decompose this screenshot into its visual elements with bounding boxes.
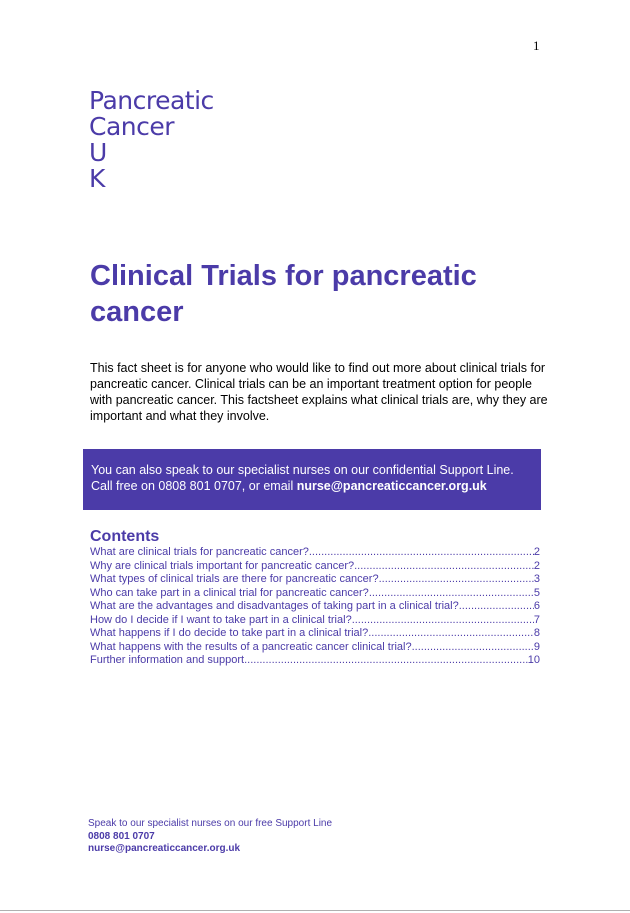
toc-entry[interactable] [90, 654, 540, 668]
logo-line: Cancer [89, 112, 175, 141]
toc-leader-dots [309, 546, 534, 560]
toc-entry-page: 8 [533, 627, 540, 639]
toc-entry-label: What happens with the results of a pancreatic cancer clinical trial? [90, 640, 412, 653]
toc-leader-dots [368, 627, 534, 641]
logo-line: Pancreatic [89, 86, 214, 115]
toc-entry-page: 2 [533, 559, 540, 572]
toc-entry-label: Who can take part in a clinical trial for pancreatic cancer? [90, 586, 369, 599]
toc-entry-page: 10 [527, 654, 540, 666]
contents-heading: Contents [90, 528, 160, 545]
toc-entry-page: 7 [533, 613, 540, 626]
toc-entry[interactable] [90, 560, 540, 574]
toc-entry-label: Why are clinical trials important for pancreatic cancer? [90, 559, 355, 572]
pancreatic-cancer-uk-logo [89, 88, 214, 192]
toc-entry-label: What are the advantages and disadvantages of taking part in a clinical trial? [90, 600, 459, 612]
table-of-contents [90, 546, 540, 668]
footer-email-link[interactable]: nurse@pancreaticcancer.org.uk [88, 843, 241, 854]
toc-leader-dots [459, 600, 534, 614]
callout-phone-text: Call free on 0808 801 0707, or email [91, 479, 297, 493]
page-bottom-divider [0, 910, 630, 911]
toc-entry-label: What types of clinical trials are there for pancreatic cancer? [90, 573, 379, 585]
footer-phone: 0808 801 0707 [88, 830, 155, 842]
toc-entry-label: How do I decide if I want to take part in a clinical trial? [90, 613, 352, 626]
toc-entry-label: Further information and support [90, 654, 245, 666]
callout-line: You can also speak to our specialist nurses on our confidential Support Line. [91, 463, 514, 477]
toc-leader-dots [354, 560, 534, 574]
toc-leader-dots [369, 587, 534, 601]
toc-entry[interactable] [90, 600, 540, 614]
toc-entry[interactable] [90, 614, 540, 628]
toc-entry-label: What are clinical trials for pancreatic cancer? [90, 546, 309, 558]
document-title: Clinical Trials for pancreatic cancer [90, 260, 477, 328]
toc-entry-page: 9 [533, 640, 540, 653]
page-number: 1 [533, 38, 540, 53]
toc-leader-dots [412, 641, 534, 655]
toc-entry-label: What happens if I do decide to take part in a clinical trial? [90, 627, 369, 639]
support-line-callout [83, 449, 541, 510]
intro-paragraph: This fact sheet is for anyone who would like to find out more about clinical trials for pancreatic cancer. Clinical trials can be an important treatment option for people with pancreatic cancer. This factsheet explains what clinical trials are, why they are important and what they involve. [90, 361, 548, 423]
toc-leader-dots [352, 614, 534, 628]
toc-entry[interactable] [90, 587, 540, 601]
callout-email-link[interactable]: nurse@pancreaticcancer.org.uk [296, 479, 487, 493]
toc-entry-page: 3 [533, 573, 540, 585]
toc-entry[interactable] [90, 641, 540, 655]
toc-entry-page: 5 [533, 586, 540, 599]
footer-support-text: Speak to our specialist nurses on our free Support Line [88, 818, 333, 829]
toc-leader-dots [244, 654, 528, 668]
toc-entry-page: 2 [533, 546, 540, 558]
toc-entry[interactable] [90, 546, 540, 560]
logo-line: U [89, 138, 107, 167]
toc-leader-dots [379, 573, 534, 587]
logo-line: K [89, 164, 105, 193]
toc-entry[interactable] [90, 573, 540, 587]
toc-entry[interactable] [90, 627, 540, 641]
toc-entry-page: 6 [533, 600, 540, 612]
page-footer [88, 818, 332, 856]
callout-line [91, 478, 533, 494]
